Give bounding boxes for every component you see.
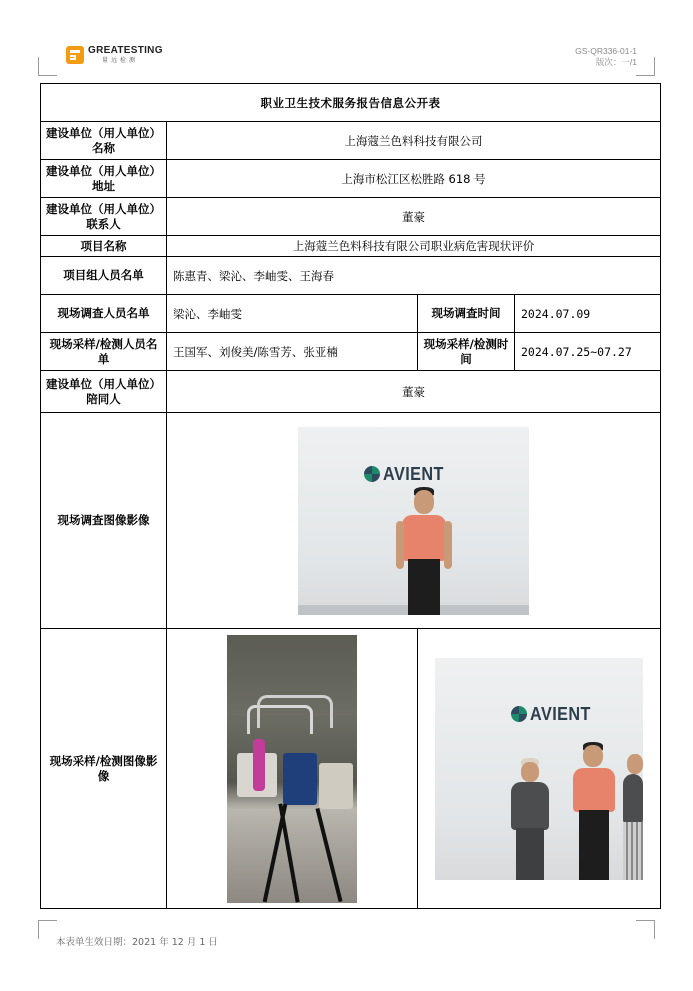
unit-name-value: 上海蔻兰色料科技有限公司 — [167, 122, 661, 160]
avient-logo-2 — [511, 704, 598, 725]
project-name-label: 项目名称 — [41, 236, 167, 257]
sampling-photo-cell-right — [418, 629, 661, 909]
person-figure — [400, 487, 450, 615]
sampling-equipment-photo — [227, 635, 357, 903]
logo-text-en: GREATESTING — [88, 45, 163, 56]
team-members-value: 陈惠青、梁沁、李岫雯、王海春 — [167, 257, 661, 295]
worker-figure-2 — [571, 742, 617, 880]
crop-mark-bottom-right — [636, 920, 655, 939]
avient-brand-text: AVIENT — [383, 463, 444, 484]
sampling-time-label: 现场采样/检测时间 — [418, 333, 515, 371]
team-members-label: 项目组人员名单 — [41, 257, 167, 295]
crop-mark-bottom-left — [38, 920, 57, 939]
company-logo — [66, 46, 163, 64]
unit-address-value: 上海市松江区松胜路 618 号 — [167, 160, 661, 198]
survey-time-value: 2024.07.09 — [515, 295, 661, 333]
sampling-people-label: 现场采样/检测人员名单 — [41, 333, 167, 371]
sampling-people-value: 王国军、刘俊美/陈雪芳、张亚楠 — [167, 333, 418, 371]
logo-text-cn: 量远检测 — [102, 57, 139, 64]
unit-name-label: 建设单位（用人单位）名称 — [41, 122, 167, 160]
document-number-block — [575, 46, 637, 68]
survey-people-value: 梁沁、李岫雯 — [167, 295, 418, 333]
worker-figure-3 — [623, 754, 643, 880]
crop-mark-top-right — [636, 57, 655, 76]
survey-photo-cell — [167, 413, 661, 629]
survey-people-label: 现场调查人员名单 — [41, 295, 167, 333]
sampling-photo-cell-left — [167, 629, 418, 909]
contact-value: 董豪 — [167, 198, 661, 236]
escort-label: 建设单位（用人单位）陪同人 — [41, 371, 167, 413]
avient-mark-icon-2 — [511, 706, 527, 722]
avient-mark-icon — [364, 466, 380, 482]
sampling-photo-label: 现场采样/检测图像影像 — [41, 629, 167, 909]
effective-date-note: 本表单生效日期：2021 年 12 月 1 日 — [56, 937, 218, 948]
contact-label: 建设单位（用人单位）联系人 — [41, 198, 167, 236]
escort-value: 董豪 — [167, 371, 661, 413]
sampling-group-photo — [435, 658, 643, 880]
project-name-value: 上海蔻兰色料科技有限公司职业病危害现状评价 — [167, 236, 661, 257]
survey-photo-label: 现场调查图像影像 — [41, 413, 167, 629]
page-title: 职业卫生技术服务报告信息公开表 — [41, 84, 661, 122]
sampling-time-value: 2024.07.25~07.27 — [515, 333, 661, 371]
document-version: 版次：一/1 — [595, 57, 637, 67]
document-number: GS-QR336-01-1 — [575, 46, 637, 56]
survey-time-label: 现场调查时间 — [418, 295, 515, 333]
survey-photo — [298, 427, 529, 615]
crop-mark-top-left — [38, 57, 57, 76]
logo-icon — [66, 46, 84, 64]
worker-figure-1 — [511, 758, 551, 880]
avient-logo — [364, 464, 451, 485]
info-table — [40, 83, 661, 909]
avient-brand-text-2: AVIENT — [530, 703, 591, 724]
unit-address-label: 建设单位（用人单位）地址 — [41, 160, 167, 198]
